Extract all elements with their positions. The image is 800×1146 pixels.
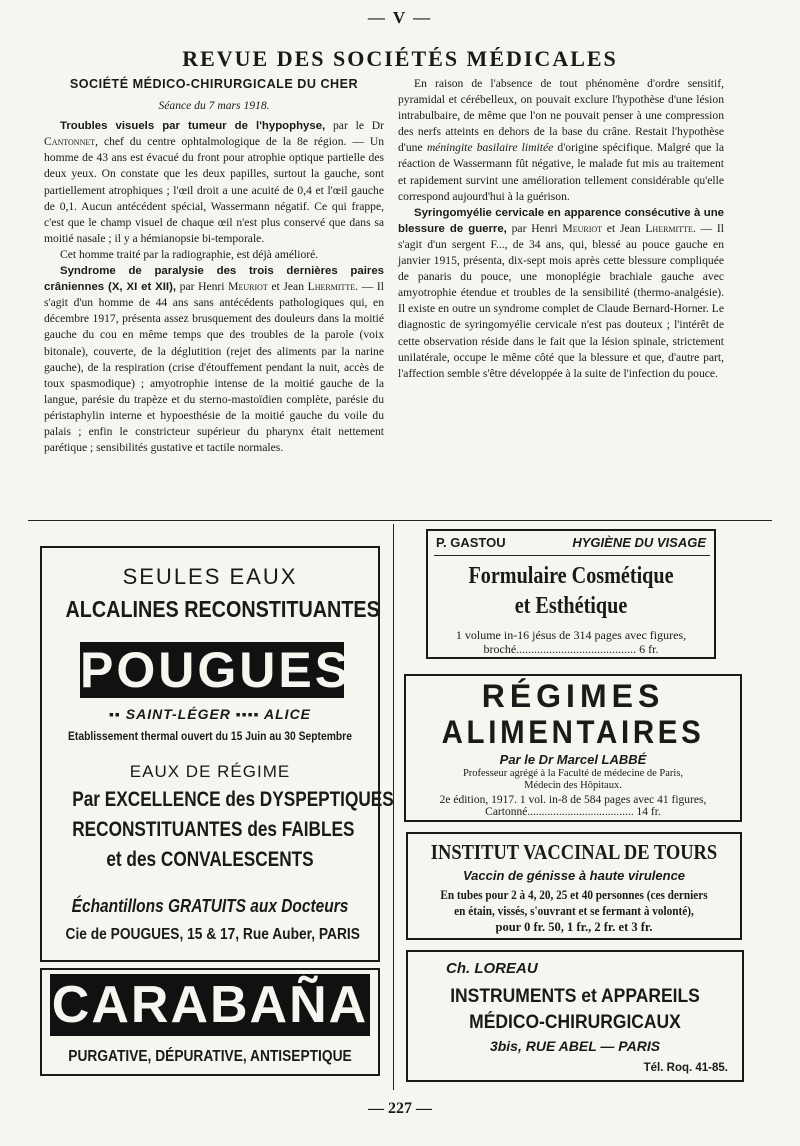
ad-pougues bbox=[40, 546, 394, 962]
paragraph-title: Syndrome de paralysie des trois dernières paires crâniennes (X, XI et XII), bbox=[44, 265, 384, 294]
ad-subject: HYGIÈNE DU VISAGE bbox=[572, 535, 706, 550]
paragraph-syndrome: Syndrome de paralysie des trois dernières paires crâniennes (X, XI et XII), par Henri Meuriot et Jean Lhermitte. — Il s'agit d'un homme de 44 ans sans antécédents pathologiques qui, en décembre 1917, présenta assez brusquement des douleurs dans la moitié gauche du cou en même temps que des troubles de la parole (voix bitonale), couverte, de la déglutition (rejet des aliments par la narine gauche), de la respiration (crise d'étouffement pendant la nuit, accès de toux spasmodique) ; amyotrophie intense de la moitié gauche de la langue, parésie du trapèze et du sterno-mastoïdien complète, parésie du péristaphylin interne et hypoesthésie de la moitié gauche du voile du palais ; enfin le constricteur supérieur du pharynx était nettement parétique ; sensibilités gustative et tactile normales. bbox=[44, 265, 384, 455]
author-name: Meuriot bbox=[228, 280, 268, 294]
ad-author: P. GASTOU bbox=[436, 535, 506, 550]
ad-title: RÉGIMES bbox=[481, 678, 665, 714]
paragraph-hypophyse: Troubles visuels par tumeur de l'hypophyse, par le Dr Cantonnet, chef du centre ophtalmologique de la 8e région. — Un homme de 43 ans est évacué du front pour atrophie optique partielle des deux yeux. On constate que les deux papilles, surtout la gauche, sont partiellement atrophiques ; l'œil droit a une acuité de 0,4 et l'œil gauche de 0,1. Aucun antécédent spécial, Wassermann négatif. Ce qui frappe, c'est que le champ visuel de chaque œil n'est plus conservé que dans sa moitié nasale ; il y a hémianopsie bi-temporale. bbox=[44, 119, 384, 245]
article-right-column bbox=[398, 76, 724, 382]
ad-detail: 2e édition, 1917. 1 vol. in-8 de 584 pages avec 41 figures, bbox=[439, 794, 707, 806]
ad-divider bbox=[434, 555, 710, 556]
paragraph-title: Troubles visuels par tumeur de l'hypophyse, bbox=[60, 120, 326, 133]
ad-line: EAUX DE RÉGIME bbox=[129, 762, 291, 781]
ad-detail: en étain, vissés, s'ouvrant et se fermant à volonté), bbox=[454, 904, 694, 918]
article-left-column bbox=[44, 76, 384, 456]
ad-line: ALCALINES RECONSTITUANTES bbox=[65, 596, 380, 622]
italic-term: méningite basilaire limitée bbox=[426, 141, 554, 155]
ad-sources: ▪▪ SAINT-LÉGER ▪▪▪▪ ALICE bbox=[108, 706, 312, 722]
ad-detail: 1 volume in-16 jésus de 314 pages avec figures, bbox=[455, 628, 687, 642]
ad-detail: En tubes pour 2 à 4, 20, 25 et 40 personnes (ces derniers bbox=[440, 888, 708, 902]
ad-season: Etablissement thermal ouvert du 15 Juin au 30 Septembre bbox=[68, 729, 352, 743]
journal-section-title: REVUE DES SOCIÉTÉS MÉDICALES bbox=[182, 46, 618, 71]
ad-tagline: PURGATIVE, DÉPURATIVE, ANTISEPTIQUE bbox=[68, 1048, 352, 1065]
ad-line: Par EXCELLENCE des DYSPEPTIQUES bbox=[72, 788, 394, 811]
paragraph-syringomyelie: Syringomyélie cervicale en apparence consécutive à une blessure de guerre, par Henri Meuriot et Jean Lhermitte. — Il s'agit d'un sergent F..., de 34 ans, qui, blessé au pouce gauche en janvier 1915, présenta, dix-sept mois après cette blessure compliquée de panaris du pouce, une monoplégie brachiale gauche avec amyotrophie étendue et troubles de la sensibilité (thermo-analgésie). Il existe en outre un syndrome complet de Claude Bernard-Horner. Le diagnostic de syringomyélie cervicale n'est pas douteux ; l'intérêt de cette observation réside dans le fait que la lésion spinale, strictement unilatérale, occupe le même côté que la blessure et que, d'autre part, l'affection semble s'être développée à la suite de l'infection du pouce. bbox=[398, 206, 725, 380]
ad-loreau bbox=[406, 950, 744, 1082]
ad-price: pour 0 fr. 50, 1 fr., 2 fr. et 3 fr. bbox=[495, 920, 653, 934]
ad-title: INSTITUT VACCINAL DE TOURS bbox=[430, 840, 718, 864]
pougues-brand: POUGUES bbox=[80, 642, 352, 698]
ad-address: 3bis, RUE ABEL — PARIS bbox=[489, 1038, 661, 1054]
author-name: Meuriot bbox=[562, 221, 603, 235]
author-name: Cantonnet bbox=[44, 135, 96, 149]
ad-price: Cartonné..................................... 14 fr. bbox=[485, 806, 661, 818]
society-heading: SOCIÉTÉ MÉDICO-CHIRURGICALE DU CHER bbox=[69, 77, 359, 91]
paragraph-traitement: Cet homme traité par la radiographie, est déjà amélioré. bbox=[60, 247, 319, 261]
ad-title: Formulaire Cosmétique bbox=[468, 563, 674, 589]
ad-title: et Esthétique bbox=[514, 593, 628, 619]
ad-address: Cie de POUGUES, 15 & 17, Rue Auber, PARIS bbox=[65, 926, 360, 943]
ad-line: SEULES EAUX bbox=[122, 564, 298, 589]
ad-line: MÉDICO-CHIRURGICAUX bbox=[469, 1012, 681, 1033]
paragraph-title: Syringomyélie cervicale en apparence consécutive à une blessure de guerre, bbox=[398, 206, 724, 235]
author-name: Lhermitte bbox=[645, 221, 693, 235]
ad-subtitle: Vaccin de génisse à haute virulence bbox=[462, 868, 686, 883]
ad-gastou bbox=[426, 529, 716, 659]
ad-regimes bbox=[404, 674, 742, 822]
ad-line: INSTRUMENTS et APPAREILS bbox=[450, 986, 700, 1007]
ad-line: Échantillons GRATUITS aux Docteurs bbox=[71, 896, 349, 916]
ad-line: RECONSTITUANTES des FAIBLES bbox=[72, 818, 355, 841]
ad-author: Par le Dr Marcel LABBÉ bbox=[499, 752, 647, 767]
author-name: Lhermitte bbox=[307, 280, 356, 294]
page-number: — 227 — bbox=[368, 1100, 432, 1117]
paragraph-diagnostic: En raison de l'absence de tout phénomène d'ordre sensitif, pyramidal et cérébelleux, on pouvait exclure l'hypothèse d'une lésion intrabulbaire, de même que l'on ne pouvait penser à une compression des nerfs atteints en dehors de la base du crâne. Restait l'hypothèse d'une méningite basilaire limitée d'origine spécifique. Malgré que la réaction de Wassermann fût négative, le malade fut mis au traitement et rapidement survint une amélioration tellement considérable qu'elle correspond aujourd'hui à la guérison. bbox=[398, 77, 724, 203]
carabana-brand: CARABAÑA bbox=[51, 976, 369, 1034]
ad-role: Médecin des Hôpitaux. bbox=[524, 780, 622, 791]
ad-phone: Tél. Roq. 41-85. bbox=[643, 1062, 728, 1074]
ad-title: ALIMENTAIRES bbox=[441, 714, 705, 750]
ad-line: et des CONVALESCENTS bbox=[106, 848, 314, 871]
seance-date: Séance du 7 mars 1918. bbox=[158, 99, 270, 113]
ad-name: Ch. LOREAU bbox=[446, 960, 538, 977]
ad-role: Professeur agrégé à la Faculté de médecine de Paris, bbox=[462, 768, 684, 779]
ad-tours bbox=[406, 832, 742, 940]
horizontal-divider bbox=[28, 520, 772, 521]
page-roman-number: — V — bbox=[367, 8, 433, 27]
ad-carabana bbox=[40, 968, 380, 1076]
ad-price: broché........................................ 6 fr. bbox=[483, 642, 659, 656]
